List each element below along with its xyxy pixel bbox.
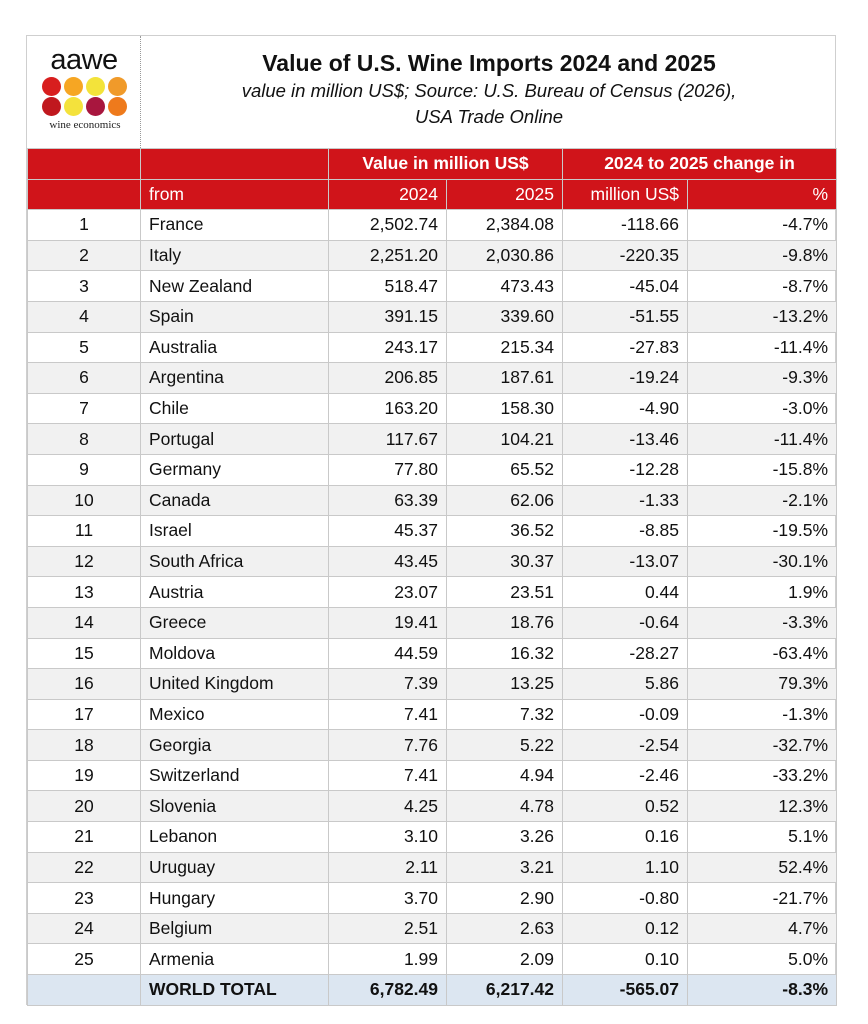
value-2025-cell: 7.32	[447, 699, 563, 730]
table-row	[28, 913, 837, 944]
country-cell: Uruguay	[141, 852, 329, 883]
change-pct-cell: -2.1%	[688, 485, 837, 516]
country-cell: Germany	[141, 454, 329, 485]
header-row-columns	[28, 179, 837, 210]
country-cell: Australia	[141, 332, 329, 363]
value-2025-cell: 65.52	[447, 454, 563, 485]
value-2024-cell: 7.41	[329, 699, 447, 730]
header-change-group: 2024 to 2025 change in	[563, 149, 837, 180]
change-abs-cell: 0.44	[563, 577, 688, 608]
table-row	[28, 301, 837, 332]
change-pct-cell: 79.3%	[688, 669, 837, 700]
value-2024-cell: 43.45	[329, 546, 447, 577]
logo-wordmark: aawe	[50, 44, 118, 76]
value-2024-cell: 163.20	[329, 393, 447, 424]
value-2024-cell: 7.41	[329, 760, 447, 791]
change-pct-cell: -11.4%	[688, 332, 837, 363]
rank-cell: 9	[28, 454, 141, 485]
table-row	[28, 240, 837, 271]
value-2025-cell: 16.32	[447, 638, 563, 669]
value-2024-cell: 44.59	[329, 638, 447, 669]
rank-cell	[28, 975, 141, 1006]
value-2024-cell: 206.85	[329, 363, 447, 394]
country-cell: Portugal	[141, 424, 329, 455]
change-abs-cell: -4.90	[563, 393, 688, 424]
change-pct-cell: -3.3%	[688, 607, 837, 638]
change-abs-cell: -0.64	[563, 607, 688, 638]
change-pct-cell: -13.2%	[688, 301, 837, 332]
rank-cell: 8	[28, 424, 141, 455]
report-sheet	[26, 35, 836, 1005]
logo-subtext: wine economics	[49, 119, 121, 131]
change-abs-cell: -2.46	[563, 760, 688, 791]
country-cell: Hungary	[141, 883, 329, 914]
rank-cell: 11	[28, 516, 141, 547]
value-2025-cell: 473.43	[447, 271, 563, 302]
country-cell: Armenia	[141, 944, 329, 975]
rank-cell: 10	[28, 485, 141, 516]
change-pct-cell: -15.8%	[688, 454, 837, 485]
change-abs-cell: 0.16	[563, 822, 688, 853]
change-abs-cell: -27.83	[563, 332, 688, 363]
logo-dot	[64, 77, 83, 96]
value-2025-cell: 3.26	[447, 822, 563, 853]
change-pct-cell: 52.4%	[688, 852, 837, 883]
country-cell: Israel	[141, 516, 329, 547]
change-abs-cell: -12.28	[563, 454, 688, 485]
change-abs-cell: -51.55	[563, 301, 688, 332]
table-row	[28, 699, 837, 730]
table-body	[28, 210, 837, 1005]
table-row	[28, 607, 837, 638]
table-row	[28, 332, 837, 363]
rank-cell: 19	[28, 760, 141, 791]
country-cell: Slovenia	[141, 791, 329, 822]
table-row	[28, 760, 837, 791]
value-2025-cell: 215.34	[447, 332, 563, 363]
value-2024-cell: 23.07	[329, 577, 447, 608]
logo-dot	[64, 97, 83, 116]
table-row	[28, 730, 837, 761]
rank-cell: 7	[28, 393, 141, 424]
change-pct-cell: -3.0%	[688, 393, 837, 424]
value-2025-cell: 5.22	[447, 730, 563, 761]
logo-dot	[86, 77, 105, 96]
value-2025-cell: 158.30	[447, 393, 563, 424]
country-cell: Spain	[141, 301, 329, 332]
report-title: Value of U.S. Wine Imports 2024 and 2025	[262, 50, 716, 76]
change-pct-cell: -32.7%	[688, 730, 837, 761]
change-abs-cell: 1.10	[563, 852, 688, 883]
value-2024-cell: 63.39	[329, 485, 447, 516]
change-pct-cell: -1.3%	[688, 699, 837, 730]
country-cell: Italy	[141, 240, 329, 271]
rank-cell: 20	[28, 791, 141, 822]
header-value-group: Value in million US$	[329, 149, 563, 180]
imports-table	[27, 148, 837, 1006]
report-subtitle-line2: USA Trade Online	[414, 106, 564, 127]
country-cell: United Kingdom	[141, 669, 329, 700]
value-2024-cell: 2.11	[329, 852, 447, 883]
table-row	[28, 454, 837, 485]
table-row	[28, 546, 837, 577]
country-cell: Lebanon	[141, 822, 329, 853]
change-pct-cell: 12.3%	[688, 791, 837, 822]
rank-cell: 23	[28, 883, 141, 914]
change-abs-cell: -118.66	[563, 210, 688, 241]
country-cell: WORLD TOTAL	[141, 975, 329, 1006]
change-abs-cell: -0.09	[563, 699, 688, 730]
value-2024-cell: 391.15	[329, 301, 447, 332]
value-2025-cell: 18.76	[447, 607, 563, 638]
title-block	[142, 48, 836, 130]
change-abs-cell: -28.27	[563, 638, 688, 669]
header-change-abs: million US$	[563, 179, 688, 210]
country-cell: Mexico	[141, 699, 329, 730]
table-row	[28, 822, 837, 853]
change-abs-cell: -565.07	[563, 975, 688, 1006]
change-pct-cell: -30.1%	[688, 546, 837, 577]
change-abs-cell: -13.46	[563, 424, 688, 455]
value-2025-cell: 13.25	[447, 669, 563, 700]
table-row	[28, 944, 837, 975]
value-2025-cell: 2.90	[447, 883, 563, 914]
value-2024-cell: 19.41	[329, 607, 447, 638]
value-2024-cell: 45.37	[329, 516, 447, 547]
value-2024-cell: 1.99	[329, 944, 447, 975]
value-2024-cell: 7.76	[329, 730, 447, 761]
change-pct-cell: -9.8%	[688, 240, 837, 271]
table-row	[28, 271, 837, 302]
rank-cell: 24	[28, 913, 141, 944]
change-pct-cell: -21.7%	[688, 883, 837, 914]
value-2024-cell: 3.70	[329, 883, 447, 914]
change-abs-cell: -19.24	[563, 363, 688, 394]
value-2025-cell: 30.37	[447, 546, 563, 577]
table-row	[28, 393, 837, 424]
country-cell: Belgium	[141, 913, 329, 944]
change-abs-cell: -45.04	[563, 271, 688, 302]
value-2024-cell: 243.17	[329, 332, 447, 363]
change-pct-cell: -8.7%	[688, 271, 837, 302]
value-2024-cell: 3.10	[329, 822, 447, 853]
rank-cell: 15	[28, 638, 141, 669]
table-row	[28, 363, 837, 394]
logo-dot	[86, 97, 105, 116]
change-abs-cell: -1.33	[563, 485, 688, 516]
table-row	[28, 883, 837, 914]
table-row	[28, 669, 837, 700]
country-cell: New Zealand	[141, 271, 329, 302]
change-abs-cell: 0.10	[563, 944, 688, 975]
change-abs-cell: -220.35	[563, 240, 688, 271]
change-abs-cell: 0.52	[563, 791, 688, 822]
logo-dot	[108, 77, 127, 96]
value-2025-cell: 2.09	[447, 944, 563, 975]
country-cell: Argentina	[141, 363, 329, 394]
value-2024-cell: 2,502.74	[329, 210, 447, 241]
logo-dot	[42, 77, 61, 96]
change-pct-cell: 1.9%	[688, 577, 837, 608]
change-pct-cell: 4.7%	[688, 913, 837, 944]
value-2024-cell: 2,251.20	[329, 240, 447, 271]
logo-dot	[42, 97, 61, 116]
value-2024-cell: 518.47	[329, 271, 447, 302]
country-cell: Canada	[141, 485, 329, 516]
logo-dots	[42, 77, 143, 116]
table-row	[28, 852, 837, 883]
country-cell: Chile	[141, 393, 329, 424]
value-2025-cell: 104.21	[447, 424, 563, 455]
logo-divider	[140, 36, 141, 148]
header-2025: 2025	[447, 179, 563, 210]
aawe-logo	[39, 46, 143, 142]
change-pct-cell: -8.3%	[688, 975, 837, 1006]
rank-cell: 4	[28, 301, 141, 332]
table-row	[28, 516, 837, 547]
value-2024-cell: 7.39	[329, 669, 447, 700]
rank-cell: 2	[28, 240, 141, 271]
total-row	[28, 975, 837, 1006]
table-row	[28, 638, 837, 669]
rank-cell: 3	[28, 271, 141, 302]
value-2025-cell: 2,384.08	[447, 210, 563, 241]
value-2024-cell: 2.51	[329, 913, 447, 944]
table-row	[28, 210, 837, 241]
country-cell: Greece	[141, 607, 329, 638]
header-rank	[28, 179, 141, 210]
change-pct-cell: 5.0%	[688, 944, 837, 975]
change-abs-cell: -8.85	[563, 516, 688, 547]
header-change-pct: %	[688, 179, 837, 210]
value-2025-cell: 187.61	[447, 363, 563, 394]
rank-cell: 22	[28, 852, 141, 883]
header-2024: 2024	[329, 179, 447, 210]
change-pct-cell: -11.4%	[688, 424, 837, 455]
rank-cell: 21	[28, 822, 141, 853]
rank-cell: 18	[28, 730, 141, 761]
value-2024-cell: 77.80	[329, 454, 447, 485]
rank-cell: 6	[28, 363, 141, 394]
value-2025-cell: 4.94	[447, 760, 563, 791]
header-blank-cell	[28, 149, 141, 180]
logo-dot	[108, 97, 127, 116]
value-2025-cell: 6,217.42	[447, 975, 563, 1006]
rank-cell: 13	[28, 577, 141, 608]
value-2025-cell: 36.52	[447, 516, 563, 547]
table-row	[28, 577, 837, 608]
country-cell: Georgia	[141, 730, 329, 761]
rank-cell: 16	[28, 669, 141, 700]
value-2025-cell: 3.21	[447, 852, 563, 883]
change-pct-cell: -19.5%	[688, 516, 837, 547]
value-2024-cell: 6,782.49	[329, 975, 447, 1006]
change-pct-cell: 5.1%	[688, 822, 837, 853]
value-2024-cell: 4.25	[329, 791, 447, 822]
rank-cell: 17	[28, 699, 141, 730]
value-2024-cell: 117.67	[329, 424, 447, 455]
country-cell: France	[141, 210, 329, 241]
country-cell: Austria	[141, 577, 329, 608]
report-subtitle-line1: value in million US$; Source: U.S. Bureau of Census (2026),	[241, 80, 737, 101]
value-2025-cell: 4.78	[447, 791, 563, 822]
rank-cell: 5	[28, 332, 141, 363]
country-cell: Moldova	[141, 638, 329, 669]
rank-cell: 14	[28, 607, 141, 638]
value-2025-cell: 2.63	[447, 913, 563, 944]
rank-cell: 25	[28, 944, 141, 975]
value-2025-cell: 339.60	[447, 301, 563, 332]
value-2025-cell: 62.06	[447, 485, 563, 516]
header-blank-cell	[141, 149, 329, 180]
value-2025-cell: 2,030.86	[447, 240, 563, 271]
header-from: from	[141, 179, 329, 210]
report-header	[27, 36, 835, 148]
value-2025-cell: 23.51	[447, 577, 563, 608]
change-abs-cell: 0.12	[563, 913, 688, 944]
table-row	[28, 424, 837, 455]
table-row	[28, 791, 837, 822]
change-pct-cell: -33.2%	[688, 760, 837, 791]
rank-cell: 12	[28, 546, 141, 577]
table-row	[28, 485, 837, 516]
change-abs-cell: -2.54	[563, 730, 688, 761]
rank-cell: 1	[28, 210, 141, 241]
change-pct-cell: -4.7%	[688, 210, 837, 241]
change-abs-cell: -0.80	[563, 883, 688, 914]
change-pct-cell: -9.3%	[688, 363, 837, 394]
change-abs-cell: -13.07	[563, 546, 688, 577]
change-pct-cell: -63.4%	[688, 638, 837, 669]
header-row-groups	[28, 149, 837, 180]
country-cell: South Africa	[141, 546, 329, 577]
change-abs-cell: 5.86	[563, 669, 688, 700]
country-cell: Switzerland	[141, 760, 329, 791]
